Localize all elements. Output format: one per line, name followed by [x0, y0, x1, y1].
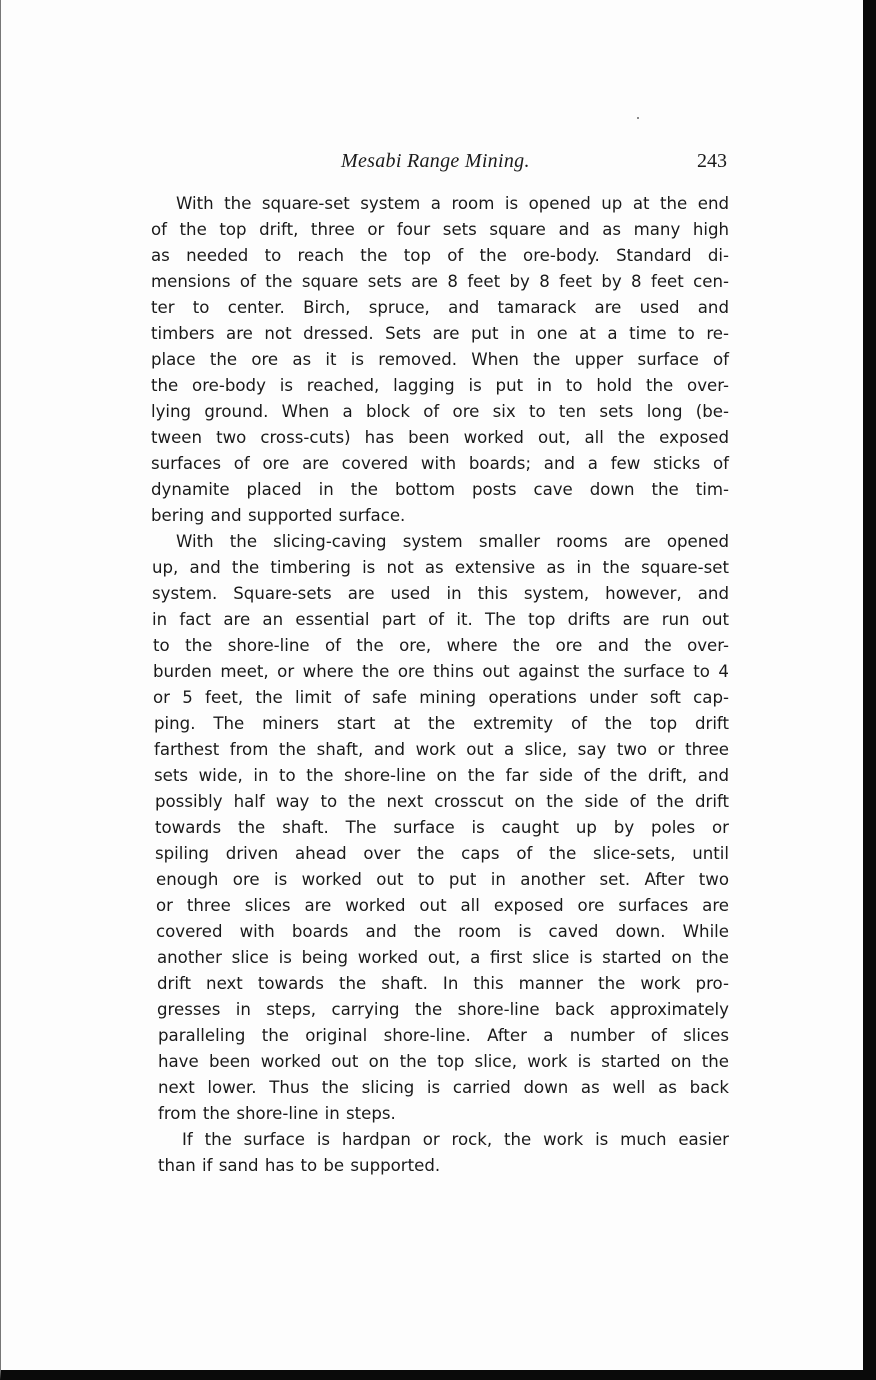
running-title: Mesabi Range Mining.	[341, 150, 530, 172]
text-line: system. Square-sets are used in this system, however, and	[152, 584, 729, 603]
text-line: paralleling the original shore-line. After a number of slices	[158, 1026, 729, 1045]
text-line: towards the shaft. The surface is caught up by poles or	[155, 818, 729, 837]
text-line: farthest from the shaft, and work out a slice, say two or three	[154, 740, 729, 759]
text-line: another slice is being worked out, a first slice is started on the	[157, 948, 729, 967]
text-line: If the surface is hardpan or rock, the work is much easier	[182, 1130, 729, 1149]
text-line: place the ore as it is removed. When the upper surface of	[151, 350, 729, 369]
paragraph-surface	[151, 1127, 729, 1179]
text-line: or 5 feet, the limit of safe mining operations under soft cap-	[153, 688, 729, 707]
paragraph-slicing-caving	[151, 529, 729, 1127]
text-line: lying ground. When a block of ore six to ten sets long (be-	[151, 402, 729, 421]
text-line: possibly half way to the next crosscut on the side of the drift	[155, 792, 729, 811]
running-head	[151, 150, 727, 176]
text-line: With the slicing-caving system smaller rooms are opened	[176, 532, 729, 551]
scan-speck	[637, 117, 639, 119]
text-line: surfaces of ore are covered with boards; and a few sticks of	[151, 454, 729, 473]
text-line: covered with boards and the room is caved down. While	[156, 922, 729, 941]
text-line: to the shore-line of the ore, where the ore and the over-	[153, 636, 729, 655]
text-line: from the shore-line in steps.	[158, 1104, 396, 1123]
text-line: mensions of the square sets are 8 feet by 8 feet by 8 feet cen-	[151, 272, 729, 291]
text-line: bering and supported surface.	[151, 506, 406, 525]
text-line: or three slices are worked out all exposed ore surfaces are	[156, 896, 729, 915]
text-line: of the top drift, three or four sets square and as many high	[151, 220, 729, 239]
text-line: ping. The miners start at the extremity of the top drift	[154, 714, 729, 733]
text-line: up, and the timbering is not as extensive as in the square-set	[152, 558, 729, 577]
text-line: have been worked out on the top slice, work is started on the	[158, 1052, 729, 1071]
text-line: enough ore is worked out to put in another set. After two	[156, 870, 729, 889]
text-line: than if sand has to be supported.	[158, 1156, 441, 1175]
text-line: spiling driven ahead over the caps of the slice-sets, until	[155, 844, 729, 863]
text-line: drift next towards the shaft. In this manner the work pro-	[157, 974, 729, 993]
page-number: 243	[697, 150, 727, 172]
body-text	[151, 191, 729, 1179]
text-line: gresses in steps, carrying the shore-line back approximately	[157, 1000, 729, 1019]
text-line: in fact are an essential part of it. The top drifts are run out	[152, 610, 729, 629]
text-line: tween two cross-cuts) has been worked out, all the exposed	[151, 428, 729, 447]
text-line: timbers are not dressed. Sets are put in one at a time to re-	[151, 324, 729, 343]
text-line: sets wide, in to the shore-line on the far side of the drift, and	[154, 766, 729, 785]
text-line: as needed to reach the top of the ore-body. Standard di-	[151, 246, 729, 265]
text-line: burden meet, or where the ore thins out against the surface to 4	[153, 662, 729, 681]
text-line: ter to center. Birch, spruce, and tamarack are used and	[151, 298, 729, 317]
paragraph-square-set	[151, 191, 729, 529]
text-line: next lower. Thus the slicing is carried down as well as back	[158, 1078, 729, 1097]
text-line: dynamite placed in the bottom posts cave down the tim-	[151, 480, 729, 499]
text-line: the ore-body is reached, lagging is put in to hold the over-	[151, 376, 729, 395]
text-line: With the square-set system a room is opened up at the end	[176, 194, 729, 213]
